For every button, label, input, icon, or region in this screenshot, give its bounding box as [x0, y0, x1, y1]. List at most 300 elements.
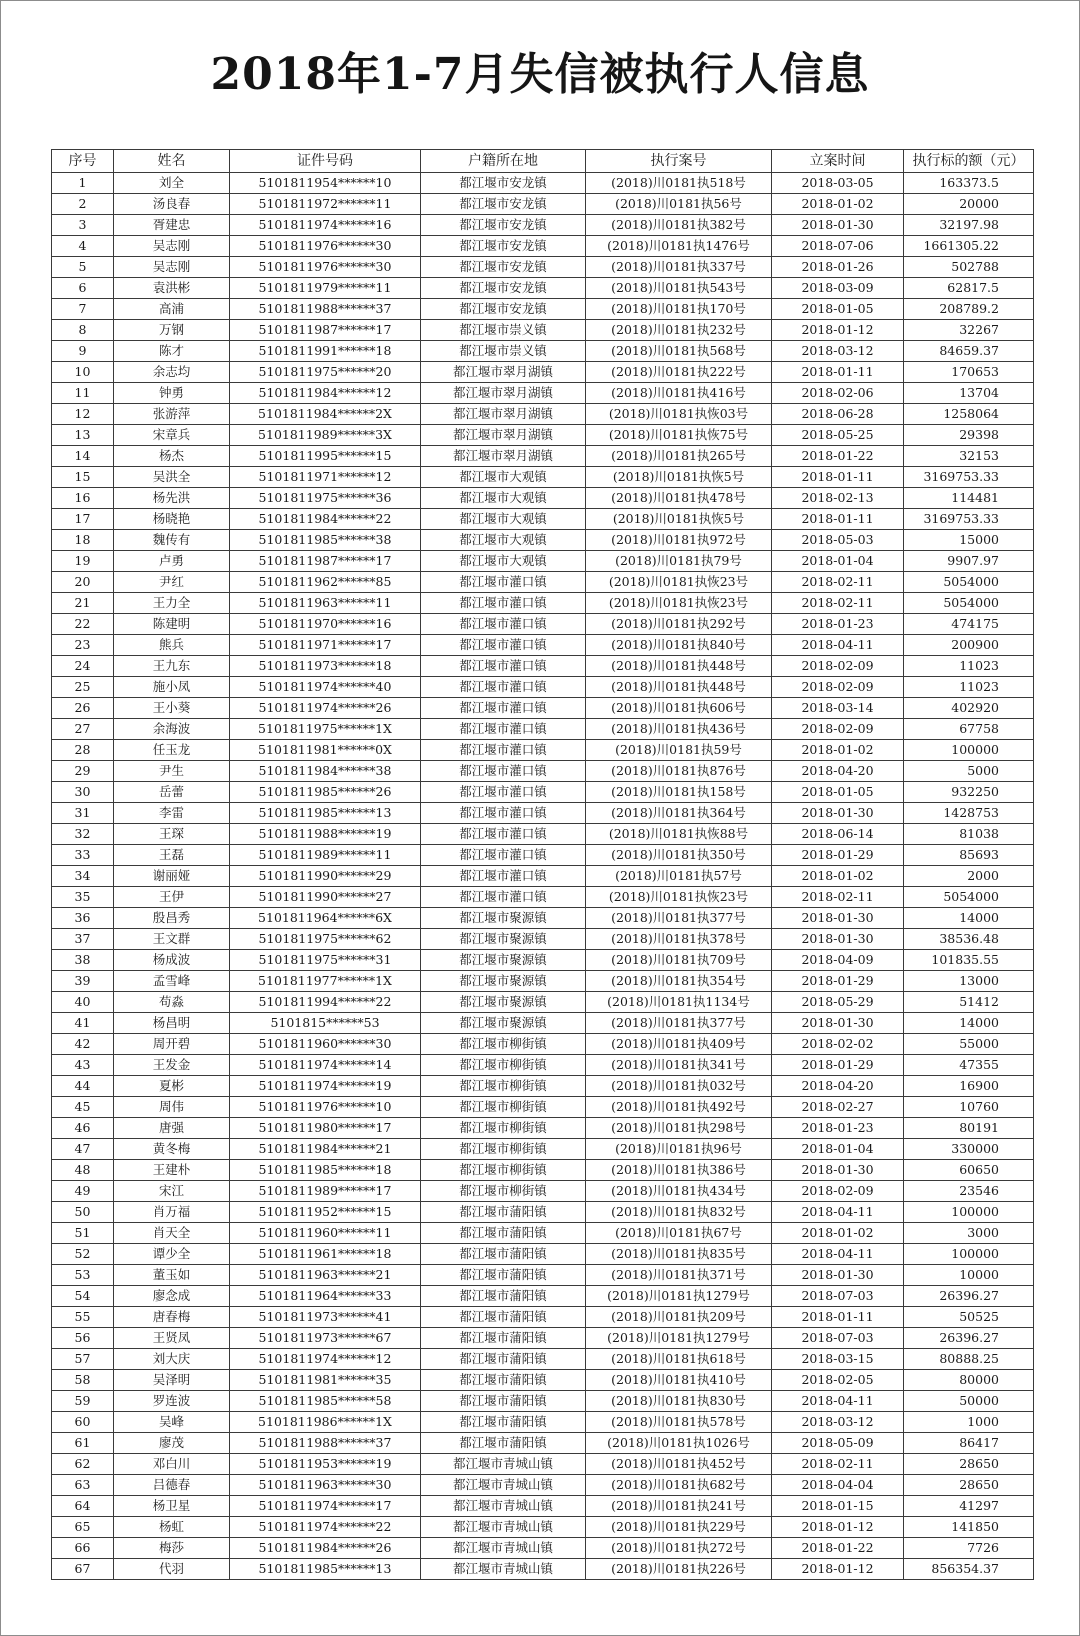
cell-case-number: (2018)川0181执恢03号: [586, 404, 772, 425]
cell-amount: 80191: [904, 1118, 1034, 1139]
cell-case-number: (2018)川0181执377号: [586, 908, 772, 929]
cell-residence: 都江堰市灌口镇: [421, 719, 586, 740]
table-row: [52, 908, 1034, 929]
cell-case-number: (2018)川0181执337号: [586, 257, 772, 278]
cell-amount: 67758: [904, 719, 1034, 740]
cell-residence: 都江堰市大观镇: [421, 488, 586, 509]
cell-residence: 都江堰市翠月湖镇: [421, 404, 586, 425]
table-row: [52, 1202, 1034, 1223]
cell-residence: 都江堰市灌口镇: [421, 824, 586, 845]
cell-case-number: (2018)川0181执1134号: [586, 992, 772, 1013]
table-row: [52, 782, 1034, 803]
table-row: [52, 719, 1034, 740]
cell-amount: 932250: [904, 782, 1034, 803]
cell-name: 肖万福: [114, 1202, 230, 1223]
debtor-table: [51, 149, 1034, 1580]
cell-filing-date: 2018-01-11: [772, 362, 904, 383]
cell-index: 35: [52, 887, 114, 908]
cell-index: 31: [52, 803, 114, 824]
cell-filing-date: 2018-01-12: [772, 1559, 904, 1580]
cell-amount: 5054000: [904, 572, 1034, 593]
cell-index: 59: [52, 1391, 114, 1412]
cell-name: 周开碧: [114, 1034, 230, 1055]
cell-case-number: (2018)川0181执416号: [586, 383, 772, 404]
cell-case-number: (2018)川0181执578号: [586, 1412, 772, 1433]
cell-residence: 都江堰市青城山镇: [421, 1475, 586, 1496]
cell-amount: 20000: [904, 194, 1034, 215]
cell-id-number: 5101811954******10: [230, 173, 421, 194]
cell-residence: 都江堰市灌口镇: [421, 740, 586, 761]
cell-filing-date: 2018-02-06: [772, 383, 904, 404]
cell-residence: 都江堰市聚源镇: [421, 929, 586, 950]
cell-index: 18: [52, 530, 114, 551]
cell-case-number: (2018)川0181执354号: [586, 971, 772, 992]
cell-id-number: 5101811964******6X: [230, 908, 421, 929]
cell-residence: 都江堰市灌口镇: [421, 677, 586, 698]
cell-amount: 402920: [904, 698, 1034, 719]
cell-residence: 都江堰市灌口镇: [421, 614, 586, 635]
cell-index: 65: [52, 1517, 114, 1538]
cell-index: 56: [52, 1328, 114, 1349]
table-row: [52, 362, 1034, 383]
cell-index: 24: [52, 656, 114, 677]
cell-name: 廖念成: [114, 1286, 230, 1307]
table-row: [52, 383, 1034, 404]
cell-filing-date: 2018-06-28: [772, 404, 904, 425]
cell-case-number: (2018)川0181执恢23号: [586, 593, 772, 614]
cell-index: 60: [52, 1412, 114, 1433]
cell-residence: 都江堰市青城山镇: [421, 1496, 586, 1517]
cell-index: 29: [52, 761, 114, 782]
cell-case-number: (2018)川0181执830号: [586, 1391, 772, 1412]
table-row: [52, 1286, 1034, 1307]
cell-id-number: 5101811990******29: [230, 866, 421, 887]
cell-index: 26: [52, 698, 114, 719]
cell-filing-date: 2018-01-30: [772, 1265, 904, 1286]
cell-case-number: (2018)川0181执恢88号: [586, 824, 772, 845]
cell-case-number: (2018)川0181执543号: [586, 278, 772, 299]
cell-case-number: (2018)川0181执386号: [586, 1160, 772, 1181]
cell-case-number: (2018)川0181执1279号: [586, 1328, 772, 1349]
cell-id-number: 5101811971******12: [230, 467, 421, 488]
cell-index: 5: [52, 257, 114, 278]
cell-case-number: (2018)川0181执272号: [586, 1538, 772, 1559]
cell-residence: 都江堰市聚源镇: [421, 971, 586, 992]
cell-filing-date: 2018-01-05: [772, 782, 904, 803]
cell-residence: 都江堰市安龙镇: [421, 278, 586, 299]
cell-id-number: 5101811990******27: [230, 887, 421, 908]
table-row: [52, 1055, 1034, 1076]
cell-case-number: (2018)川0181执79号: [586, 551, 772, 572]
cell-id-number: 5101811985******13: [230, 803, 421, 824]
cell-residence: 都江堰市灌口镇: [421, 866, 586, 887]
cell-amount: 474175: [904, 614, 1034, 635]
cell-residence: 都江堰市大观镇: [421, 467, 586, 488]
cell-amount: 9907.97: [904, 551, 1034, 572]
cell-filing-date: 2018-01-29: [772, 1055, 904, 1076]
cell-index: 66: [52, 1538, 114, 1559]
cell-index: 48: [52, 1160, 114, 1181]
cell-name: 尹红: [114, 572, 230, 593]
cell-id-number: 5101811974******12: [230, 1349, 421, 1370]
cell-filing-date: 2018-02-09: [772, 719, 904, 740]
cell-amount: 23546: [904, 1181, 1034, 1202]
cell-name: 杨成波: [114, 950, 230, 971]
cell-index: 34: [52, 866, 114, 887]
cell-amount: 16900: [904, 1076, 1034, 1097]
cell-amount: 100000: [904, 740, 1034, 761]
cell-name: 肖天全: [114, 1223, 230, 1244]
column-header-id-number: 证件号码: [230, 150, 421, 173]
cell-amount: 100000: [904, 1202, 1034, 1223]
cell-id-number: 5101811976******30: [230, 236, 421, 257]
cell-residence: 都江堰市安龙镇: [421, 257, 586, 278]
cell-residence: 都江堰市崇义镇: [421, 320, 586, 341]
table-row: [52, 1307, 1034, 1328]
cell-amount: 86417: [904, 1433, 1034, 1454]
cell-residence: 都江堰市安龙镇: [421, 299, 586, 320]
cell-amount: 10000: [904, 1265, 1034, 1286]
cell-filing-date: 2018-01-11: [772, 509, 904, 530]
cell-residence: 都江堰市灌口镇: [421, 635, 586, 656]
table-row: [52, 257, 1034, 278]
cell-residence: 都江堰市柳街镇: [421, 1118, 586, 1139]
cell-id-number: 5101811973******41: [230, 1307, 421, 1328]
cell-id-number: 5101811973******67: [230, 1328, 421, 1349]
cell-amount: 1428753: [904, 803, 1034, 824]
cell-residence: 都江堰市柳街镇: [421, 1034, 586, 1055]
table-row: [52, 404, 1034, 425]
cell-id-number: 5101811986******1X: [230, 1412, 421, 1433]
cell-name: 孟雪峰: [114, 971, 230, 992]
table-row: [52, 488, 1034, 509]
table-row: [52, 614, 1034, 635]
cell-case-number: (2018)川0181执265号: [586, 446, 772, 467]
cell-residence: 都江堰市灌口镇: [421, 698, 586, 719]
cell-name: 吴泽明: [114, 1370, 230, 1391]
cell-residence: 都江堰市灌口镇: [421, 803, 586, 824]
table-row: [52, 992, 1034, 1013]
table-row: [52, 572, 1034, 593]
cell-id-number: 5101811975******31: [230, 950, 421, 971]
cell-id-number: 5101811974******19: [230, 1076, 421, 1097]
cell-id-number: 5101811981******0X: [230, 740, 421, 761]
cell-id-number: 5101811953******19: [230, 1454, 421, 1475]
cell-name: 熊兵: [114, 635, 230, 656]
cell-residence: 都江堰市青城山镇: [421, 1517, 586, 1538]
cell-id-number: 5101811962******85: [230, 572, 421, 593]
cell-index: 22: [52, 614, 114, 635]
cell-case-number: (2018)川0181执434号: [586, 1181, 772, 1202]
cell-name: 黄冬梅: [114, 1139, 230, 1160]
cell-filing-date: 2018-01-30: [772, 1013, 904, 1034]
cell-id-number: 5101811989******17: [230, 1181, 421, 1202]
cell-filing-date: 2018-01-02: [772, 1223, 904, 1244]
cell-case-number: (2018)川0181执032号: [586, 1076, 772, 1097]
cell-filing-date: 2018-04-20: [772, 1076, 904, 1097]
cell-name: 宋江: [114, 1181, 230, 1202]
cell-case-number: (2018)川0181执222号: [586, 362, 772, 383]
cell-name: 苟淼: [114, 992, 230, 1013]
cell-filing-date: 2018-01-02: [772, 866, 904, 887]
cell-id-number: 5101811988******37: [230, 299, 421, 320]
table-row: [52, 761, 1034, 782]
cell-id-number: 5101811984******2X: [230, 404, 421, 425]
cell-amount: 100000: [904, 1244, 1034, 1265]
cell-index: 14: [52, 446, 114, 467]
cell-filing-date: 2018-02-11: [772, 593, 904, 614]
cell-residence: 都江堰市蒲阳镇: [421, 1307, 586, 1328]
column-header-index: 序号: [52, 150, 114, 173]
cell-residence: 都江堰市蒲阳镇: [421, 1370, 586, 1391]
table-row: [52, 971, 1034, 992]
cell-id-number: 5101811971******17: [230, 635, 421, 656]
cell-case-number: (2018)川0181执410号: [586, 1370, 772, 1391]
cell-filing-date: 2018-07-06: [772, 236, 904, 257]
cell-name: 汤良春: [114, 194, 230, 215]
table-header-row: [52, 150, 1034, 173]
cell-name: 周伟: [114, 1097, 230, 1118]
cell-id-number: 5101811975******20: [230, 362, 421, 383]
cell-index: 49: [52, 1181, 114, 1202]
cell-id-number: 5101811987******17: [230, 320, 421, 341]
column-header-case-number: 执行案号: [586, 150, 772, 173]
cell-name: 陈才: [114, 341, 230, 362]
cell-amount: 1000: [904, 1412, 1034, 1433]
table-body: [52, 173, 1034, 1580]
cell-case-number: (2018)川0181执618号: [586, 1349, 772, 1370]
cell-amount: 1258064: [904, 404, 1034, 425]
cell-id-number: 5101811985******26: [230, 782, 421, 803]
cell-name: 陈建明: [114, 614, 230, 635]
cell-filing-date: 2018-04-11: [772, 1391, 904, 1412]
table-row: [52, 824, 1034, 845]
cell-name: 吴志刚: [114, 236, 230, 257]
cell-case-number: (2018)川0181执67号: [586, 1223, 772, 1244]
cell-filing-date: 2018-01-22: [772, 1538, 904, 1559]
cell-amount: 856354.37: [904, 1559, 1034, 1580]
cell-amount: 28650: [904, 1454, 1034, 1475]
cell-case-number: (2018)川0181执1026号: [586, 1433, 772, 1454]
table-row: [52, 1412, 1034, 1433]
cell-name: 王建朴: [114, 1160, 230, 1181]
cell-amount: 114481: [904, 488, 1034, 509]
cell-case-number: (2018)川0181执436号: [586, 719, 772, 740]
cell-residence: 都江堰市柳街镇: [421, 1097, 586, 1118]
cell-id-number: 5101811974******14: [230, 1055, 421, 1076]
cell-case-number: (2018)川0181执341号: [586, 1055, 772, 1076]
cell-id-number: 5101811963******21: [230, 1265, 421, 1286]
cell-filing-date: 2018-05-29: [772, 992, 904, 1013]
cell-case-number: (2018)川0181执840号: [586, 635, 772, 656]
table-row: [52, 1370, 1034, 1391]
cell-amount: 2000: [904, 866, 1034, 887]
cell-residence: 都江堰市安龙镇: [421, 173, 586, 194]
cell-residence: 都江堰市柳街镇: [421, 1139, 586, 1160]
cell-case-number: (2018)川0181执606号: [586, 698, 772, 719]
cell-residence: 都江堰市灌口镇: [421, 572, 586, 593]
cell-name: 刘大庆: [114, 1349, 230, 1370]
cell-case-number: (2018)川0181执452号: [586, 1454, 772, 1475]
table-row: [52, 341, 1034, 362]
cell-index: 15: [52, 467, 114, 488]
cell-index: 67: [52, 1559, 114, 1580]
cell-case-number: (2018)川0181执709号: [586, 950, 772, 971]
cell-amount: 81038: [904, 824, 1034, 845]
cell-case-number: (2018)川0181执1476号: [586, 236, 772, 257]
cell-amount: 7726: [904, 1538, 1034, 1559]
cell-amount: 170653: [904, 362, 1034, 383]
cell-amount: 101835.55: [904, 950, 1034, 971]
cell-index: 41: [52, 1013, 114, 1034]
cell-name: 吕德春: [114, 1475, 230, 1496]
cell-name: 罗连波: [114, 1391, 230, 1412]
cell-index: 16: [52, 488, 114, 509]
cell-name: 谭少全: [114, 1244, 230, 1265]
cell-residence: 都江堰市灌口镇: [421, 761, 586, 782]
cell-filing-date: 2018-01-29: [772, 845, 904, 866]
cell-filing-date: 2018-03-05: [772, 173, 904, 194]
cell-residence: 都江堰市灌口镇: [421, 656, 586, 677]
cell-filing-date: 2018-01-30: [772, 929, 904, 950]
table-row: [52, 1475, 1034, 1496]
cell-amount: 55000: [904, 1034, 1034, 1055]
cell-index: 42: [52, 1034, 114, 1055]
cell-filing-date: 2018-06-14: [772, 824, 904, 845]
cell-id-number: 5101811963******30: [230, 1475, 421, 1496]
cell-case-number: (2018)川0181执恢5号: [586, 509, 772, 530]
cell-filing-date: 2018-03-09: [772, 278, 904, 299]
cell-filing-date: 2018-01-30: [772, 1160, 904, 1181]
cell-case-number: (2018)川0181执恢23号: [586, 572, 772, 593]
cell-residence: 都江堰市灌口镇: [421, 887, 586, 908]
cell-index: 40: [52, 992, 114, 1013]
cell-residence: 都江堰市青城山镇: [421, 1538, 586, 1559]
cell-id-number: 5101811985******58: [230, 1391, 421, 1412]
cell-index: 12: [52, 404, 114, 425]
cell-index: 37: [52, 929, 114, 950]
cell-case-number: (2018)川0181执364号: [586, 803, 772, 824]
cell-name: 吴峰: [114, 1412, 230, 1433]
cell-filing-date: 2018-01-30: [772, 803, 904, 824]
cell-case-number: (2018)川0181执972号: [586, 530, 772, 551]
cell-name: 王文群: [114, 929, 230, 950]
cell-filing-date: 2018-01-12: [772, 1517, 904, 1538]
cell-case-number: (2018)川0181执568号: [586, 341, 772, 362]
cell-residence: 都江堰市聚源镇: [421, 908, 586, 929]
cell-filing-date: 2018-02-11: [772, 1454, 904, 1475]
cell-name: 尹生: [114, 761, 230, 782]
cell-filing-date: 2018-02-09: [772, 656, 904, 677]
cell-name: 胥建忠: [114, 215, 230, 236]
cell-filing-date: 2018-01-23: [772, 1118, 904, 1139]
table-row: [52, 299, 1034, 320]
cell-index: 27: [52, 719, 114, 740]
cell-index: 10: [52, 362, 114, 383]
table-row: [52, 1496, 1034, 1517]
cell-index: 19: [52, 551, 114, 572]
cell-amount: 13000: [904, 971, 1034, 992]
cell-residence: 都江堰市蒲阳镇: [421, 1433, 586, 1454]
table-row: [52, 1433, 1034, 1454]
cell-amount: 32197.98: [904, 215, 1034, 236]
cell-filing-date: 2018-04-11: [772, 1244, 904, 1265]
cell-name: 袁洪彬: [114, 278, 230, 299]
cell-name: 杨晓艳: [114, 509, 230, 530]
table-row: [52, 1538, 1034, 1559]
table-row: [52, 530, 1034, 551]
table-row: [52, 740, 1034, 761]
table-row: [52, 446, 1034, 467]
cell-filing-date: 2018-02-02: [772, 1034, 904, 1055]
cell-name: 王贤凤: [114, 1328, 230, 1349]
cell-name: 杨昌明: [114, 1013, 230, 1034]
cell-filing-date: 2018-01-15: [772, 1496, 904, 1517]
cell-index: 23: [52, 635, 114, 656]
cell-name: 王九东: [114, 656, 230, 677]
table-row: [52, 509, 1034, 530]
table-row: [52, 803, 1034, 824]
cell-amount: 5000: [904, 761, 1034, 782]
cell-index: 52: [52, 1244, 114, 1265]
cell-index: 47: [52, 1139, 114, 1160]
cell-filing-date: 2018-03-12: [772, 341, 904, 362]
column-header-amount: 执行标的额（元）: [904, 150, 1034, 173]
cell-index: 3: [52, 215, 114, 236]
table-row: [52, 1076, 1034, 1097]
cell-case-number: (2018)川0181执478号: [586, 488, 772, 509]
cell-amount: 11023: [904, 677, 1034, 698]
cell-index: 21: [52, 593, 114, 614]
cell-id-number: 5101811974******22: [230, 1517, 421, 1538]
cell-amount: 50525: [904, 1307, 1034, 1328]
cell-name: 夏彬: [114, 1076, 230, 1097]
cell-case-number: (2018)川0181执378号: [586, 929, 772, 950]
cell-amount: 85693: [904, 845, 1034, 866]
cell-amount: 1661305.22: [904, 236, 1034, 257]
cell-name: 施小凤: [114, 677, 230, 698]
table-row: [52, 593, 1034, 614]
cell-name: 殷昌秀: [114, 908, 230, 929]
cell-id-number: 5101811964******33: [230, 1286, 421, 1307]
cell-id-number: 5101811991******18: [230, 341, 421, 362]
table-row: [52, 194, 1034, 215]
cell-id-number: 5101811989******3X: [230, 425, 421, 446]
cell-index: 13: [52, 425, 114, 446]
table-row: [52, 1454, 1034, 1475]
cell-filing-date: 2018-01-23: [772, 614, 904, 635]
cell-filing-date: 2018-01-29: [772, 971, 904, 992]
cell-amount: 208789.2: [904, 299, 1034, 320]
cell-residence: 都江堰市大观镇: [421, 509, 586, 530]
cell-index: 7: [52, 299, 114, 320]
cell-filing-date: 2018-01-04: [772, 1139, 904, 1160]
cell-filing-date: 2018-01-30: [772, 908, 904, 929]
column-header-filing-date: 立案时间: [772, 150, 904, 173]
cell-name: 唐强: [114, 1118, 230, 1139]
cell-residence: 都江堰市安龙镇: [421, 236, 586, 257]
cell-residence: 都江堰市聚源镇: [421, 1013, 586, 1034]
cell-name: 杨虹: [114, 1517, 230, 1538]
cell-residence: 都江堰市蒲阳镇: [421, 1265, 586, 1286]
cell-index: 6: [52, 278, 114, 299]
cell-amount: 15000: [904, 530, 1034, 551]
cell-index: 53: [52, 1265, 114, 1286]
table-row: [52, 1244, 1034, 1265]
table-row: [52, 635, 1034, 656]
cell-index: 1: [52, 173, 114, 194]
cell-name: 吴志刚: [114, 257, 230, 278]
